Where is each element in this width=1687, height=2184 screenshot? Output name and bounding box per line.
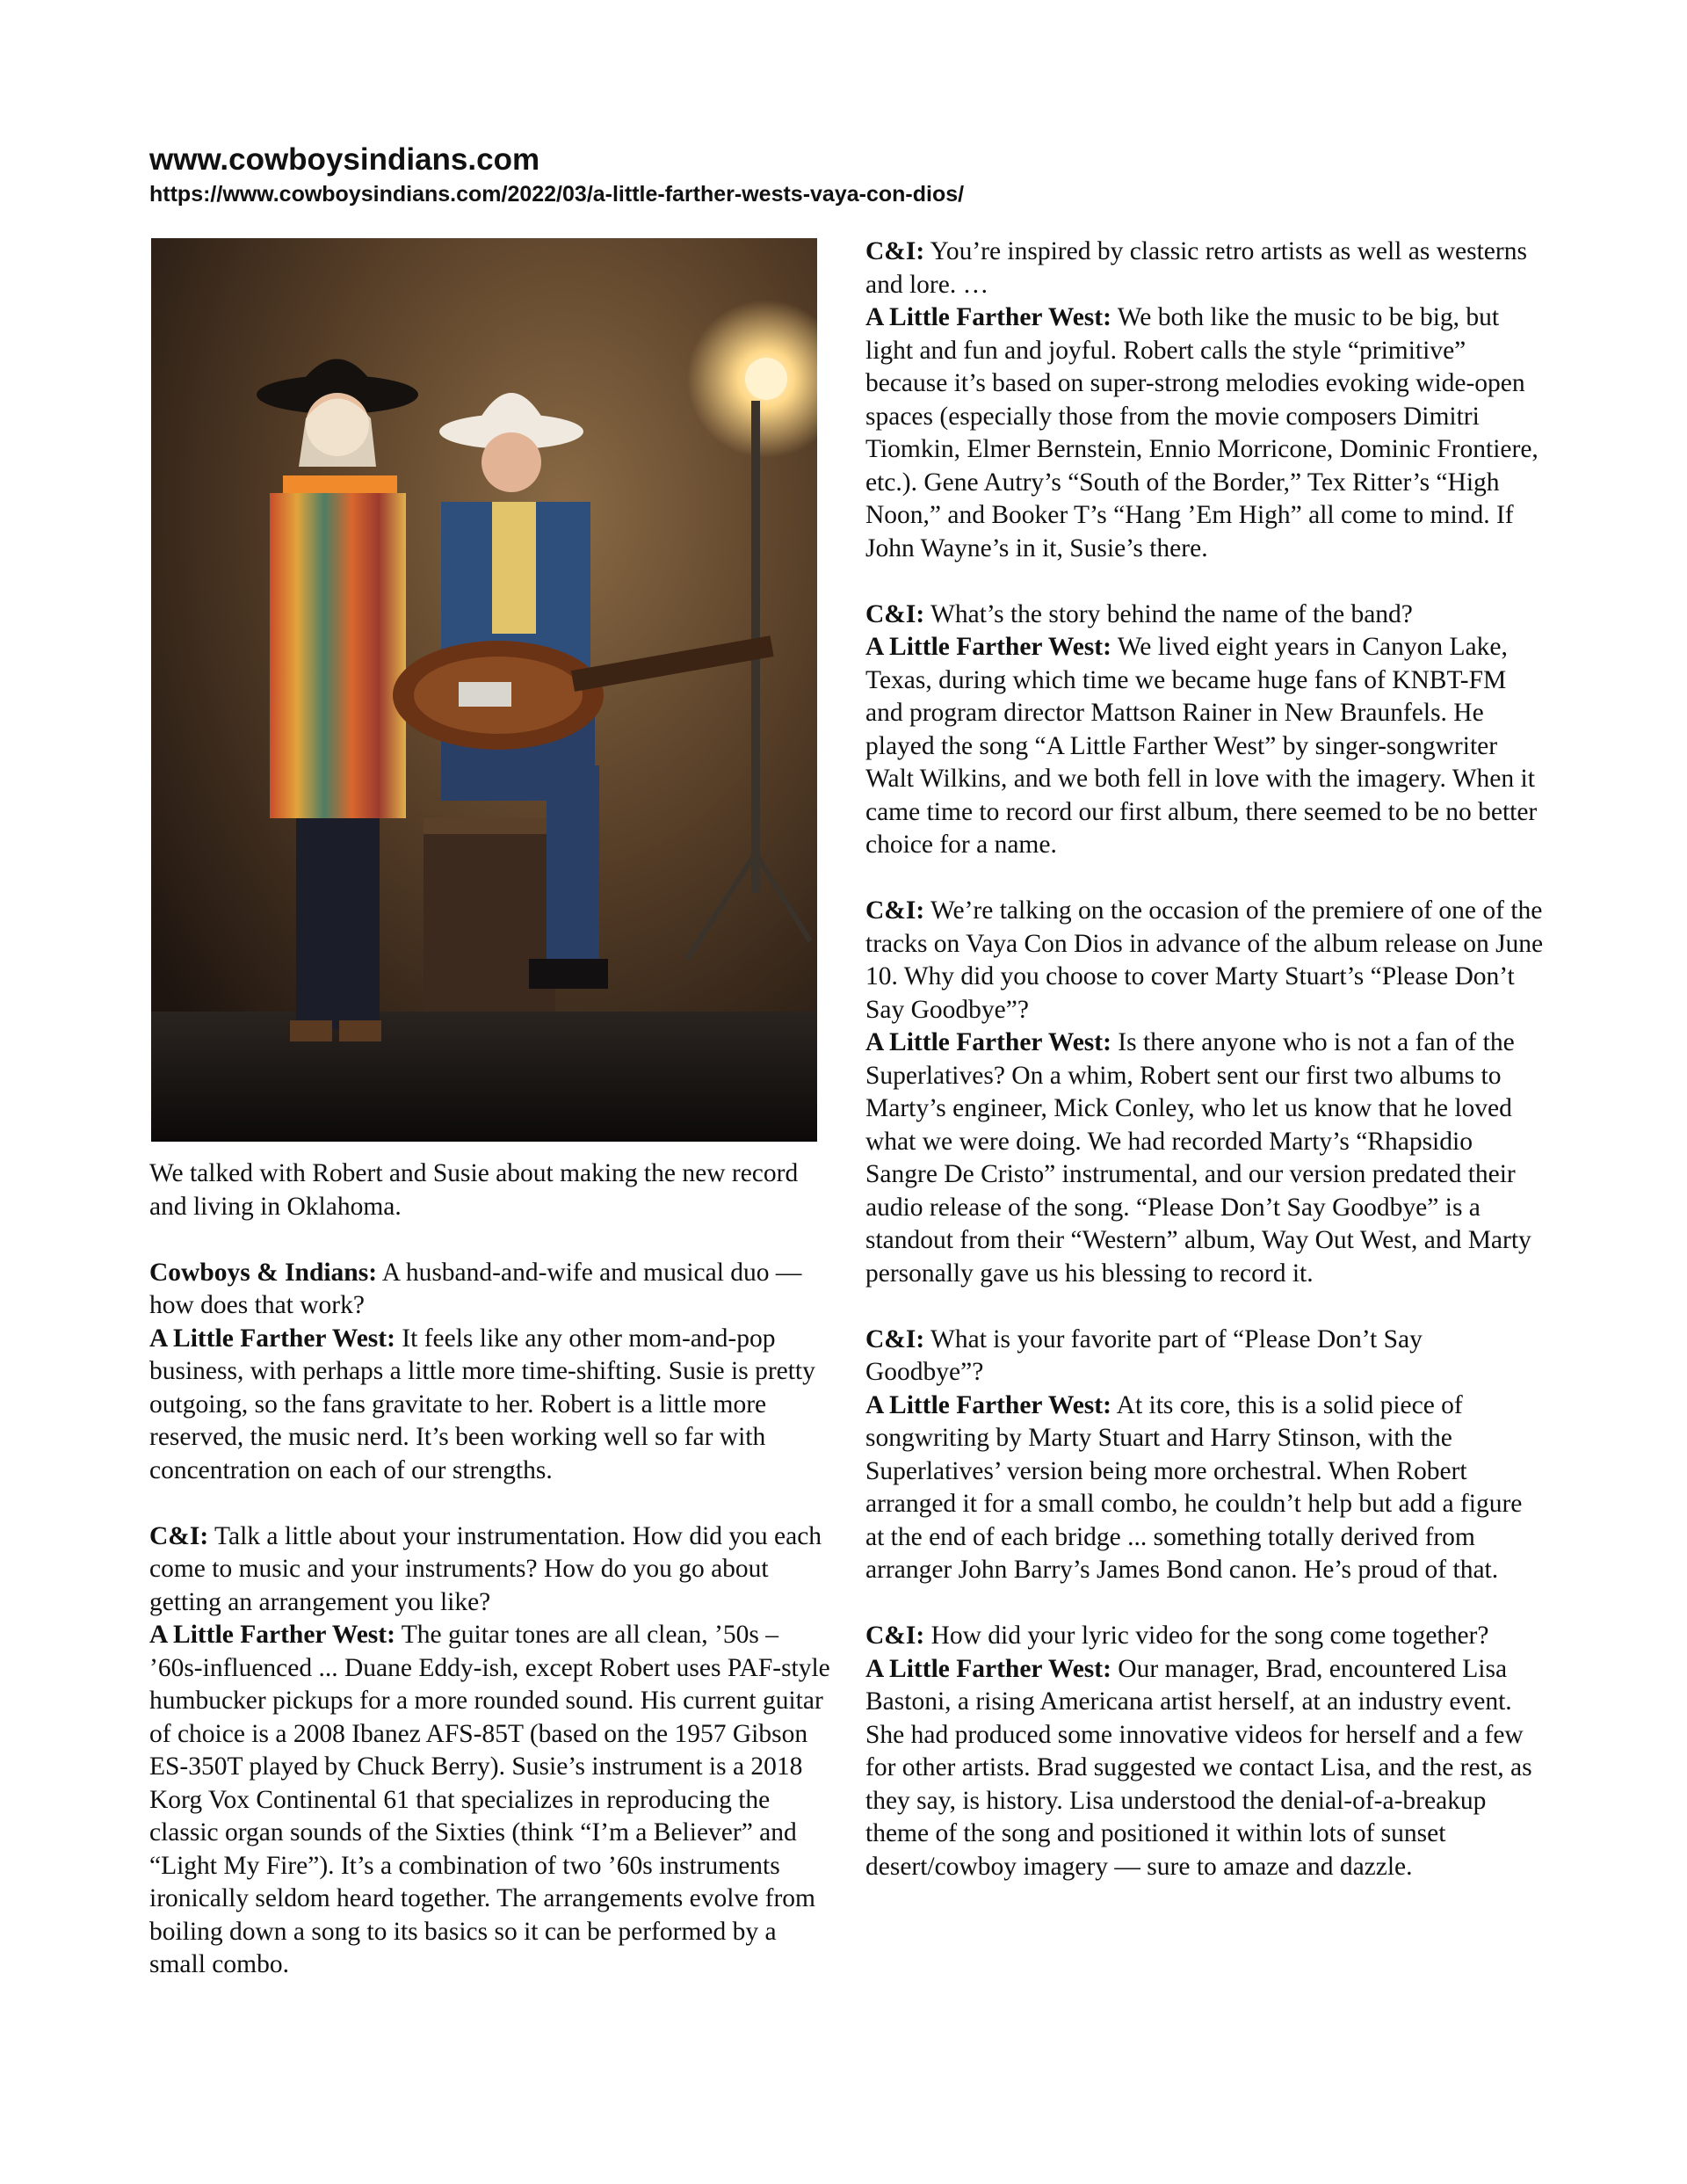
photo-caption — [149, 1157, 835, 1223]
site-title: www.cowboysindians.com — [149, 142, 540, 177]
answer-label: A Little Farther West: — [149, 1324, 395, 1353]
question-label: C&I: — [865, 599, 925, 628]
question — [865, 599, 1546, 632]
question — [865, 236, 1546, 301]
answer-text: The guitar tones are all clean, ’50s – ’60s-influenced ... Duane Eddy-ish, except Robert uses PAF-style humbucker pickups for a more rounded sound. His current guitar of choice is a 2008 Ibanez AFS-85T (based on the 1957 Gibson ES-350T played by Chuck Berry). Susie’s instrument is a 2018 Korg Vox Continental 61 that specializes in reproducing the classic organ sounds of the Sixties (think “I’m a Believer” and “Light My Fire”). It’s a combination of two ’60s instruments ironically seldom heard together. The arrangements evolve from boiling down a song to its basics so it can be performed by a small combo. — [149, 1621, 830, 1978]
left-column — [149, 1157, 835, 2014]
answer — [865, 1653, 1546, 1884]
question — [865, 895, 1546, 1027]
answer-text: We lived eight years in Canyon Lake, Texas, during which time we became huge fans of KNBT-FM and program director Mattson Rainer in New Braunfels. He played the song “A Little Farther West” by singer-songwriter Walt Wilkins, and we both fell in love with the imagery. When it came time to record our first album, there seemed to be no better choice for a name. — [865, 633, 1538, 859]
answer-text: Our manager, Brad, encountered Lisa Bastoni, a rising Americana artist herself, at an industry event. She had produced some innovative videos for herself and a few for other artists. Brad suggested we contact Lisa, and the rest, as they say, is history. Lisa understood the denial-of-a-breakup theme of the song and positioned it within lots of sunset desert/cowboy imagery — sure to amaze and dazzle. — [865, 1654, 1532, 1881]
question-label: C&I: — [865, 896, 925, 925]
question-label: C&I: — [865, 237, 925, 265]
answer — [149, 1323, 835, 1488]
article-url: https://www.cowboysindians.com/2022/03/a-little-farther-wests-vaya-con-dios/ — [149, 182, 965, 207]
answer-text: We both like the music to be big, but light and fun and joyful. Robert calls the style “primitive” because it’s based on super-strong melodies evoking wide-open spaces (especially those from the movie composers Dimitri Tiomkin, Elmer Bernstein, Ennio Morricone, Dominic Frontiere, etc.). Gene Autry’s “South of the Border,” Tex Ritter’s “High Noon,” and Booker T’s “Hang ’Em High” all come to mind. If John Wayne’s in it, Susie’s there. — [865, 303, 1539, 562]
question-label: C&I: — [865, 1622, 925, 1650]
answer — [865, 1027, 1546, 1290]
answer — [865, 301, 1546, 565]
question-text: What’s the story behind the name of the band? — [924, 599, 1413, 628]
question — [865, 1620, 1546, 1653]
answer-label: A Little Farther West: — [865, 1390, 1111, 1419]
answer-text: At its core, this is a solid piece of songwriting by Marty Stuart and Harry Stinson, with the Superlatives’ version being more orchestral. When Robert arranged it for a small combo, he couldn’t help but add a figure at the end of each bridge ... something totally derived from arranger John Barry’s James Bond canon. He’s proud of that. — [865, 1390, 1523, 1584]
answer — [149, 1619, 835, 1982]
qa-block — [865, 599, 1546, 862]
answer-label: A Little Farther West: — [865, 303, 1111, 331]
qa-block — [865, 236, 1546, 565]
question — [149, 1520, 835, 1620]
answer-label: A Little Farther West: — [149, 1621, 395, 1649]
answer-label: A Little Farther West: — [865, 1028, 1111, 1056]
qa-block — [149, 1520, 835, 1982]
question — [865, 1324, 1546, 1389]
question-label: C&I: — [149, 1521, 209, 1550]
qa-block — [149, 1257, 835, 1488]
answer-label: A Little Farther West: — [865, 1654, 1111, 1683]
answer — [865, 1389, 1546, 1587]
question-text: What is your favorite part of “Please Don’t Say Goodbye”? — [865, 1324, 1423, 1386]
question-text: Talk a little about your instrumentation. How did you each come to music and your instruments? How do you go about getting an arrangement you like? — [149, 1521, 822, 1616]
answer-text: Is there anyone who is not a fan of the Superlatives? On a whim, Robert sent our first two albums to Marty’s engineer, Mick Conley, who let us know that he loved what we were doing. We had recorded Marty’s “Rhapsidio Sangre De Cristo” instrumental, and our version predated their audio release of the song. “Please Don’t Say Goodbye” is a standout from their “Western” album, Way Out West, and Marty personally gave us his blessing to record it. — [865, 1028, 1531, 1288]
qa-block — [865, 1620, 1546, 1883]
question-text: A husband-and-wife and musical duo — how does that work? — [149, 1258, 802, 1319]
caption-text: We talked with Robert and Susie about making the new record and living in Oklahoma. — [149, 1159, 799, 1221]
answer — [865, 631, 1546, 862]
question-label: Cowboys & Indians: — [149, 1258, 378, 1287]
question-label: C&I: — [865, 1324, 925, 1353]
question-text: How did your lyric video for the song come together? — [924, 1622, 1489, 1650]
answer-text: It feels like any other mom-and-pop business, with perhaps a little more time-shifting. Susie is pretty outgoing, so the fans gravitate to her. Robert is a little more reserved, the music nerd. It’s been working well so far with concentration on each of our strengths. — [149, 1324, 815, 1484]
qa-block — [865, 895, 1546, 1290]
question — [149, 1257, 835, 1323]
answer-label: A Little Farther West: — [865, 633, 1111, 661]
right-column — [865, 236, 1546, 1917]
qa-block — [865, 1324, 1546, 1587]
question-text: We’re talking on the occasion of the premiere of one of the tracks on Vaya Con Dios in advance of the album release on June 10. Why did you choose to cover Marty Stuart’s “Please Don’t Say Goodbye”? — [865, 896, 1544, 1024]
musicians-photo — [151, 238, 817, 1142]
question-text: You’re inspired by classic retro artists as well as westerns and lore. … — [865, 237, 1527, 299]
